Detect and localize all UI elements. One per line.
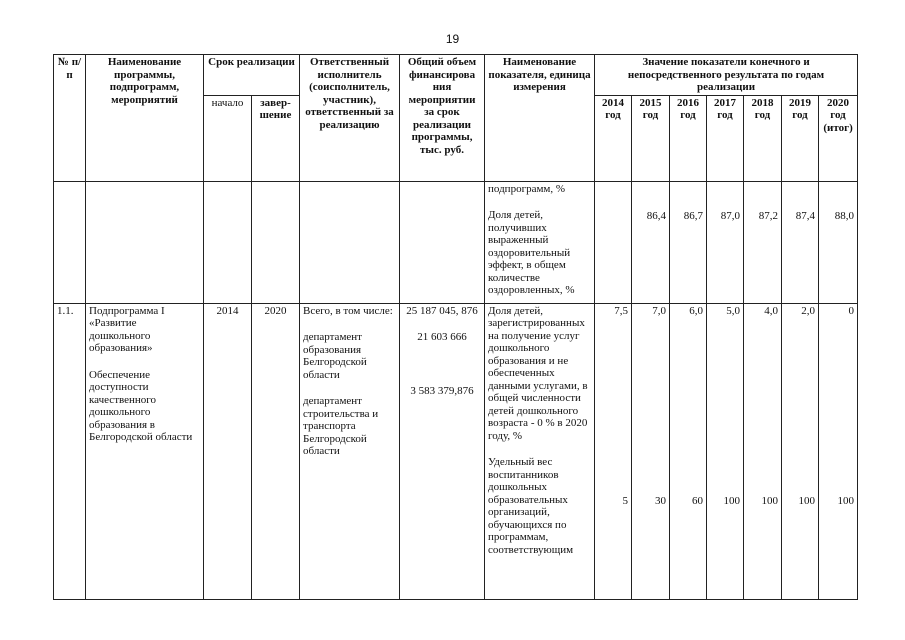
value-cell: 0 100 [819,303,858,599]
header-year: 2019 год [782,95,819,181]
value-cell: 87,4 [782,181,819,303]
value-cell: 87,2 [744,181,782,303]
header-year: 2018 год [744,95,782,181]
header-responsible: Ответственный исполнитель (соисполнитель, участник), ответственный за реализацию [300,55,400,182]
value-cell [595,181,632,303]
row-number: 1.1. [54,303,86,599]
indicator-text: Доля детей, получивших выраженный оздоровительный эффект, в общем количестве оздоровленных, % [488,209,575,296]
header-num: № п/п [54,55,86,182]
header-name: Наименование программы, подпрограмм, мероприятий [86,55,204,182]
header-year: 2015 год [632,95,670,181]
value-cell: 86,4 [632,181,670,303]
table-row [54,181,858,303]
value-cell: 4,0 100 [744,303,782,599]
financing-education-dept: 21 603 666 [417,331,467,343]
header-term-end: завер-шение [252,95,300,181]
header-financing: Общий объем финансирова ния мероприятии за срок реализации программы, тыс. руб. [400,55,485,182]
table-row [54,303,858,599]
financing-total: 25 187 045, 876 [406,304,478,317]
responsible-construction-dept: департамент строительства и транспорта Белгородской области [303,395,379,457]
page-number: 19 [445,32,460,46]
responsible-cell [300,303,400,599]
term-start: 2014 [204,303,252,599]
results-table [53,54,858,600]
program-name-cell [86,303,204,599]
header-row-1 [54,55,858,96]
header-values: Значение показатели конечного и непосредственного результата по годам реализации [595,55,858,96]
indicator-tail: подпрограмм, % [488,182,566,195]
value-cell: 5,0 100 [707,303,744,599]
value-cell: 87,0 [707,181,744,303]
financing-construction-dept: 3 583 379,876 [410,384,474,397]
header-year: 2017 год [707,95,744,181]
header-term-start: начало [204,95,252,181]
header-year: 2016 год [670,95,707,181]
value-cell: 88,0 [819,181,858,303]
header-year: 2014 год [595,95,632,181]
indicator-text: Удельный вес воспитанников дошкольных образовательных организаций, обучающихся по программам, соответствующим [488,456,574,556]
value-cell: 6,0 60 [670,303,707,599]
value-cell: 86,7 [670,181,707,303]
value-cell: 7,0 30 [632,303,670,599]
financing-cell [400,303,485,599]
value-cell: 2,0 100 [782,303,819,599]
subprogram-name: Подпрограмма I «Развитие дошкольного образования» [89,304,165,354]
header-year: 2020 год (итог) [819,95,858,181]
header-indicator: Наименование показателя, единица измерения [485,55,595,182]
indicator-cell [485,303,595,599]
indicator-text: Доля детей, зарегистрированных на получение услуг дошкольного образования и не обеспеченных данными услугами, в общей численности детей дошкольного возраста - 0 % в 2020 году, % [488,304,588,442]
responsible-total: Всего, в том числе: [303,304,393,317]
measure-name: Обеспечение доступности качественного дошкольного образования в Белгородской области [89,368,193,443]
header-term: Срок реализации [204,55,300,96]
value-cell: 7,5 5 [595,303,632,599]
term-end: 2020 [252,303,300,599]
responsible-education-dept: департамент образования Белгородской области [303,331,367,381]
indicator-cell [485,181,595,303]
